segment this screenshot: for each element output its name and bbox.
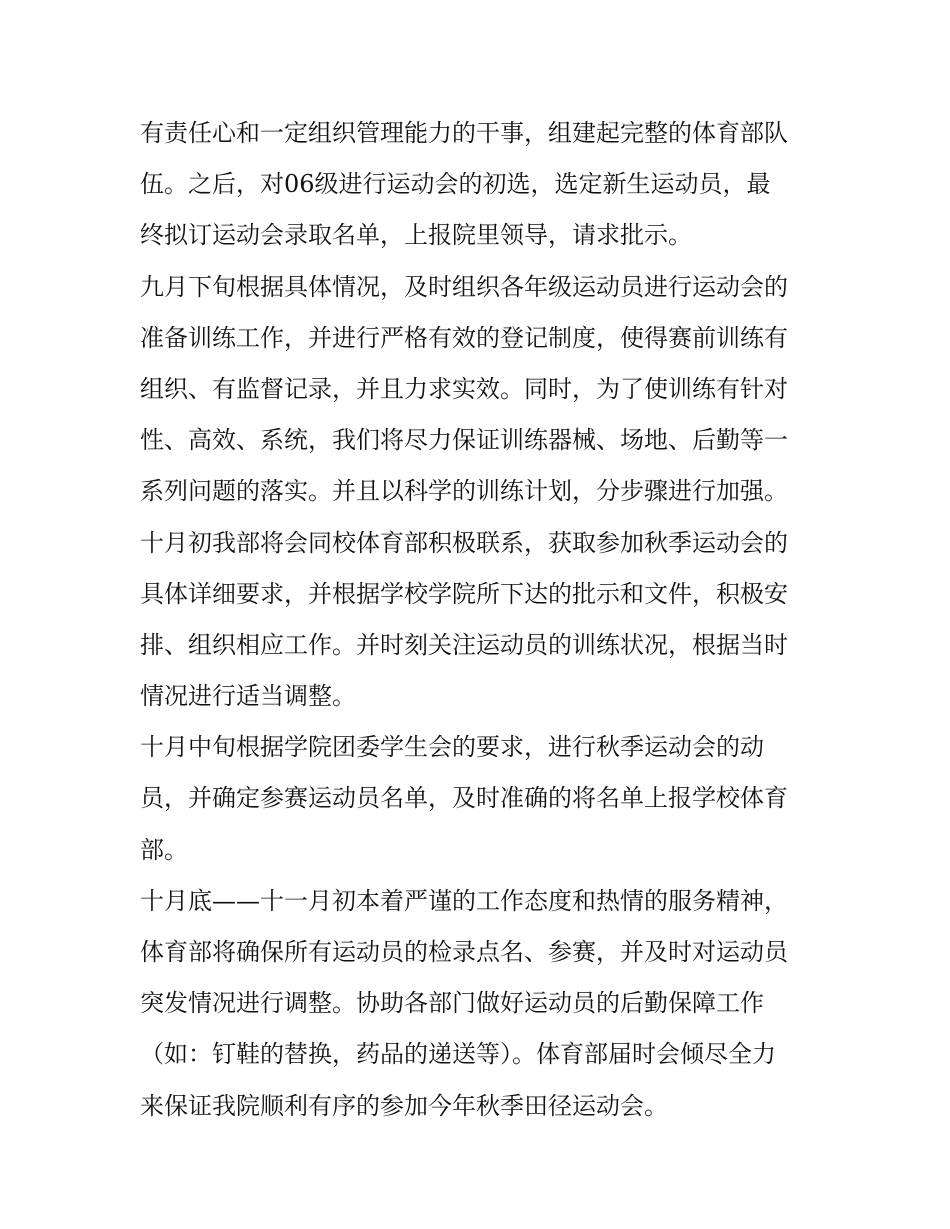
text-line: 十月中旬根据学院团委学生会的要求，进行秋季运动会的动 xyxy=(140,733,764,762)
text-line: 终拟订运动会录取名单，上报院里领导，请求批示。 xyxy=(140,221,692,250)
paragraph-recruitment xyxy=(140,108,820,262)
text-line: 员，并确定参赛运动员名单，及时准确的将名单上报学校体育 xyxy=(140,784,788,813)
text-line: 有责任心和一定组织管理能力的干事，组建起完整的体育部队 xyxy=(140,119,788,147)
text-line: 性、高效、系统，我们将尽力保证训练器械、场地、后勤等一 xyxy=(140,426,788,455)
text-line: 排、组织相应工作。并时刻关注运动员的训练状况，根据当时 xyxy=(140,630,788,659)
text-line: 十月底——十一月初本着严谨的工作态度和热情的服务精神， xyxy=(140,886,788,915)
text-line: 十月初我部将会同校体育部积极联系，获取参加秋季运动会的 xyxy=(140,528,788,557)
text-line: 突发情况进行调整。协助各部门做好运动员的后勤保障工作 xyxy=(140,989,764,1018)
paragraph-mid-october xyxy=(140,722,820,876)
text-line: 体育部将确保所有运动员的检录点名、参赛，并及时对运动员 xyxy=(140,938,788,966)
text-line: 具体详细要求，并根据学校学院所下达的批示和文件，积极安 xyxy=(140,579,788,608)
text-line: 部。 xyxy=(140,835,188,864)
document-body xyxy=(140,108,820,1132)
text-line: 系列问题的落实。并且以科学的训练计划，分步骤进行加强。 xyxy=(140,477,788,506)
text-line: 准备训练工作，并进行严格有效的登记制度，使得赛前训练有 xyxy=(140,323,788,352)
paragraph-early-october xyxy=(140,518,820,723)
paragraph-late-october xyxy=(140,876,820,1132)
text-line: 九月下旬根据具体情况，及时组织各年级运动员进行运动会的 xyxy=(140,272,788,301)
paragraph-september xyxy=(140,262,820,518)
text-line: 组织、有监督记录，并且力求实效。同时，为了使训练有针对 xyxy=(140,374,788,403)
text-line: 伍。之后，对06级进行运动会的初选，选定新生运动员，最 xyxy=(140,170,771,199)
text-line: 来保证我院顺利有序的参加今年秋季田径运动会。 xyxy=(140,1091,668,1120)
text-line: 情况进行适当调整。 xyxy=(140,682,356,711)
text-line: （如：钉鞋的替换，药品的递送等）。体育部届时会倾尽全力 xyxy=(140,1040,776,1069)
